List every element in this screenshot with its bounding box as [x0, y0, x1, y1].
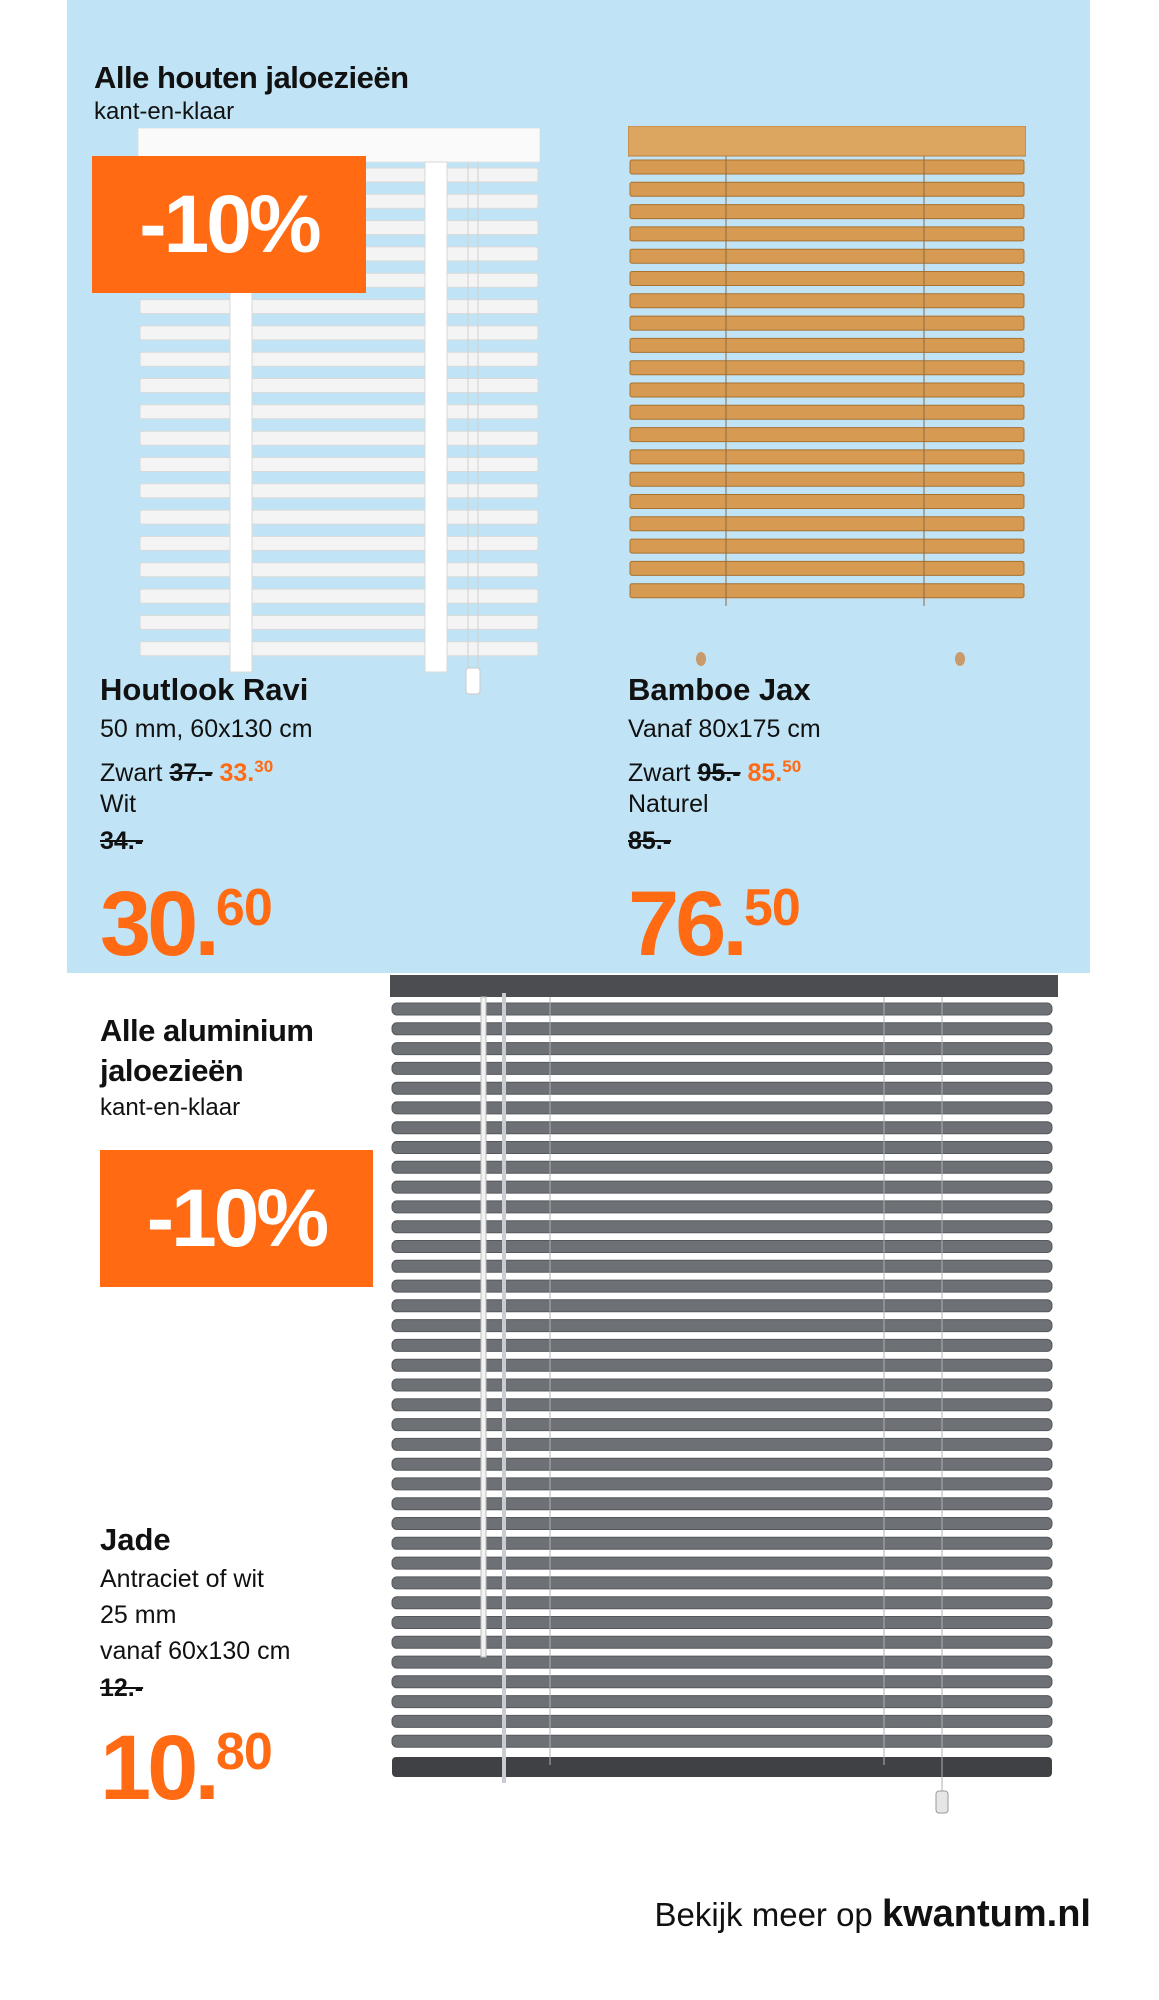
product-spec-houtlook-ravi: 50 mm, 60x130 cm	[100, 715, 313, 743]
blind-slat	[630, 405, 1024, 419]
old-price: 85.-	[628, 827, 672, 855]
blind-slat	[392, 1260, 1052, 1272]
blind-slat	[630, 338, 1024, 352]
product-name-bamboe-jax: Bamboe Jax	[628, 672, 811, 707]
blind-slat	[630, 383, 1024, 397]
section-subtitle-aluminium: kant-en-klaar	[100, 1094, 241, 1121]
bamboe-jax-image[interactable]	[628, 126, 1026, 671]
blind-slat	[392, 1241, 1052, 1253]
blind-slat	[392, 1696, 1052, 1708]
product-name-jade: Jade	[100, 1522, 171, 1557]
blind-slat	[392, 1399, 1052, 1411]
section-title-aluminium-line2: jaloezieën	[100, 1053, 244, 1088]
blind-slat	[392, 1735, 1052, 1747]
section-title-wooden: Alle houten jaloezieën	[94, 60, 409, 95]
blind-slat	[392, 1478, 1052, 1490]
variant-label-b: Wit	[100, 790, 137, 818]
blind-slat	[630, 249, 1024, 263]
blind-slat	[392, 1102, 1052, 1114]
blind-slat	[392, 1003, 1052, 1015]
blind-slat	[392, 1320, 1052, 1332]
sale-price: 10.80	[100, 1717, 272, 1819]
sale-price: 30.60	[100, 873, 272, 975]
variant-label: Zwart	[100, 759, 163, 787]
footer-text: Bekijk meer op	[654, 1896, 873, 1933]
blind-slat	[630, 182, 1024, 196]
sale-price: 76.50	[628, 873, 800, 975]
variant-new-price: 33.30	[219, 757, 274, 787]
blind-slat	[630, 584, 1024, 598]
blind-slat	[630, 361, 1024, 375]
variant-label: Zwart	[628, 759, 691, 787]
blind-slat	[630, 517, 1024, 531]
old-price: 34.-	[100, 827, 144, 855]
product-line-color: Antraciet of wit	[100, 1565, 264, 1593]
blind-slat	[392, 1656, 1052, 1668]
variant-new-price: 85.50	[747, 757, 802, 787]
blind-slat	[392, 1181, 1052, 1193]
blind-slat	[392, 1300, 1052, 1312]
variant-price-line	[100, 749, 273, 791]
blind-slat	[392, 1676, 1052, 1688]
blind-slat	[392, 1339, 1052, 1351]
section-title-aluminium-line1: Alle aluminium	[100, 1013, 314, 1048]
blind-slat	[392, 1537, 1052, 1549]
blind-slat	[630, 472, 1024, 486]
blind-slat	[392, 1082, 1052, 1094]
blind-slat	[392, 1161, 1052, 1173]
blind-slat	[392, 1201, 1052, 1213]
section-subtitle-wooden: kant-en-klaar	[94, 98, 235, 125]
blind-slat	[392, 1023, 1052, 1035]
footer-link[interactable]	[655, 1893, 1091, 1936]
blind-slat	[630, 428, 1024, 442]
blind-slat	[630, 495, 1024, 509]
blind-slat	[630, 160, 1024, 174]
product-name-houtlook-ravi: Houtlook Ravi	[100, 672, 309, 707]
blind-slat	[392, 1498, 1052, 1510]
variant-old-price: 37.-	[169, 759, 213, 787]
old-price: 12.-	[100, 1674, 144, 1702]
discount-badge-aluminium: -10%	[100, 1150, 373, 1287]
blind-slat	[630, 450, 1024, 464]
product-spec-bamboe-jax: Vanaf 80x175 cm	[628, 715, 821, 743]
blind-slat	[392, 1715, 1052, 1727]
blind-slat	[392, 1221, 1052, 1233]
product-line-width: 25 mm	[100, 1601, 177, 1629]
blind-slat	[392, 1043, 1052, 1055]
blind-slat	[392, 1518, 1052, 1530]
blind-slat	[392, 1577, 1052, 1589]
discount-badge-wooden: -10%	[92, 156, 366, 293]
blind-slat	[630, 272, 1024, 286]
blind-slat	[392, 1419, 1052, 1431]
variant-price-line	[628, 749, 801, 791]
blind-slat	[392, 1636, 1052, 1648]
blind-slat	[392, 1557, 1052, 1569]
product-line-size: vanaf 60x130 cm	[100, 1637, 291, 1665]
blind-slat	[392, 1280, 1052, 1292]
blind-slat	[392, 1062, 1052, 1074]
blind-slat	[392, 1122, 1052, 1134]
variant-label-b: Naturel	[628, 790, 709, 818]
blind-slat	[392, 1438, 1052, 1450]
blind-slat	[392, 1379, 1052, 1391]
blind-slat	[392, 1597, 1052, 1609]
blind-slat	[392, 1142, 1052, 1154]
brand-link[interactable]: kwantum.nl	[881, 1893, 1091, 1935]
blind-slat	[630, 316, 1024, 330]
jade-aluminium-blind-image[interactable]	[390, 975, 1058, 1830]
variant-old-price: 95.-	[697, 759, 741, 787]
blind-slat	[630, 294, 1024, 308]
blind-slat	[630, 227, 1024, 241]
blind-slat	[630, 205, 1024, 219]
blind-slat	[392, 1617, 1052, 1629]
blind-slat	[630, 539, 1024, 553]
blind-slat	[392, 1458, 1052, 1470]
blind-slat	[392, 1359, 1052, 1371]
blind-slat	[630, 561, 1024, 575]
